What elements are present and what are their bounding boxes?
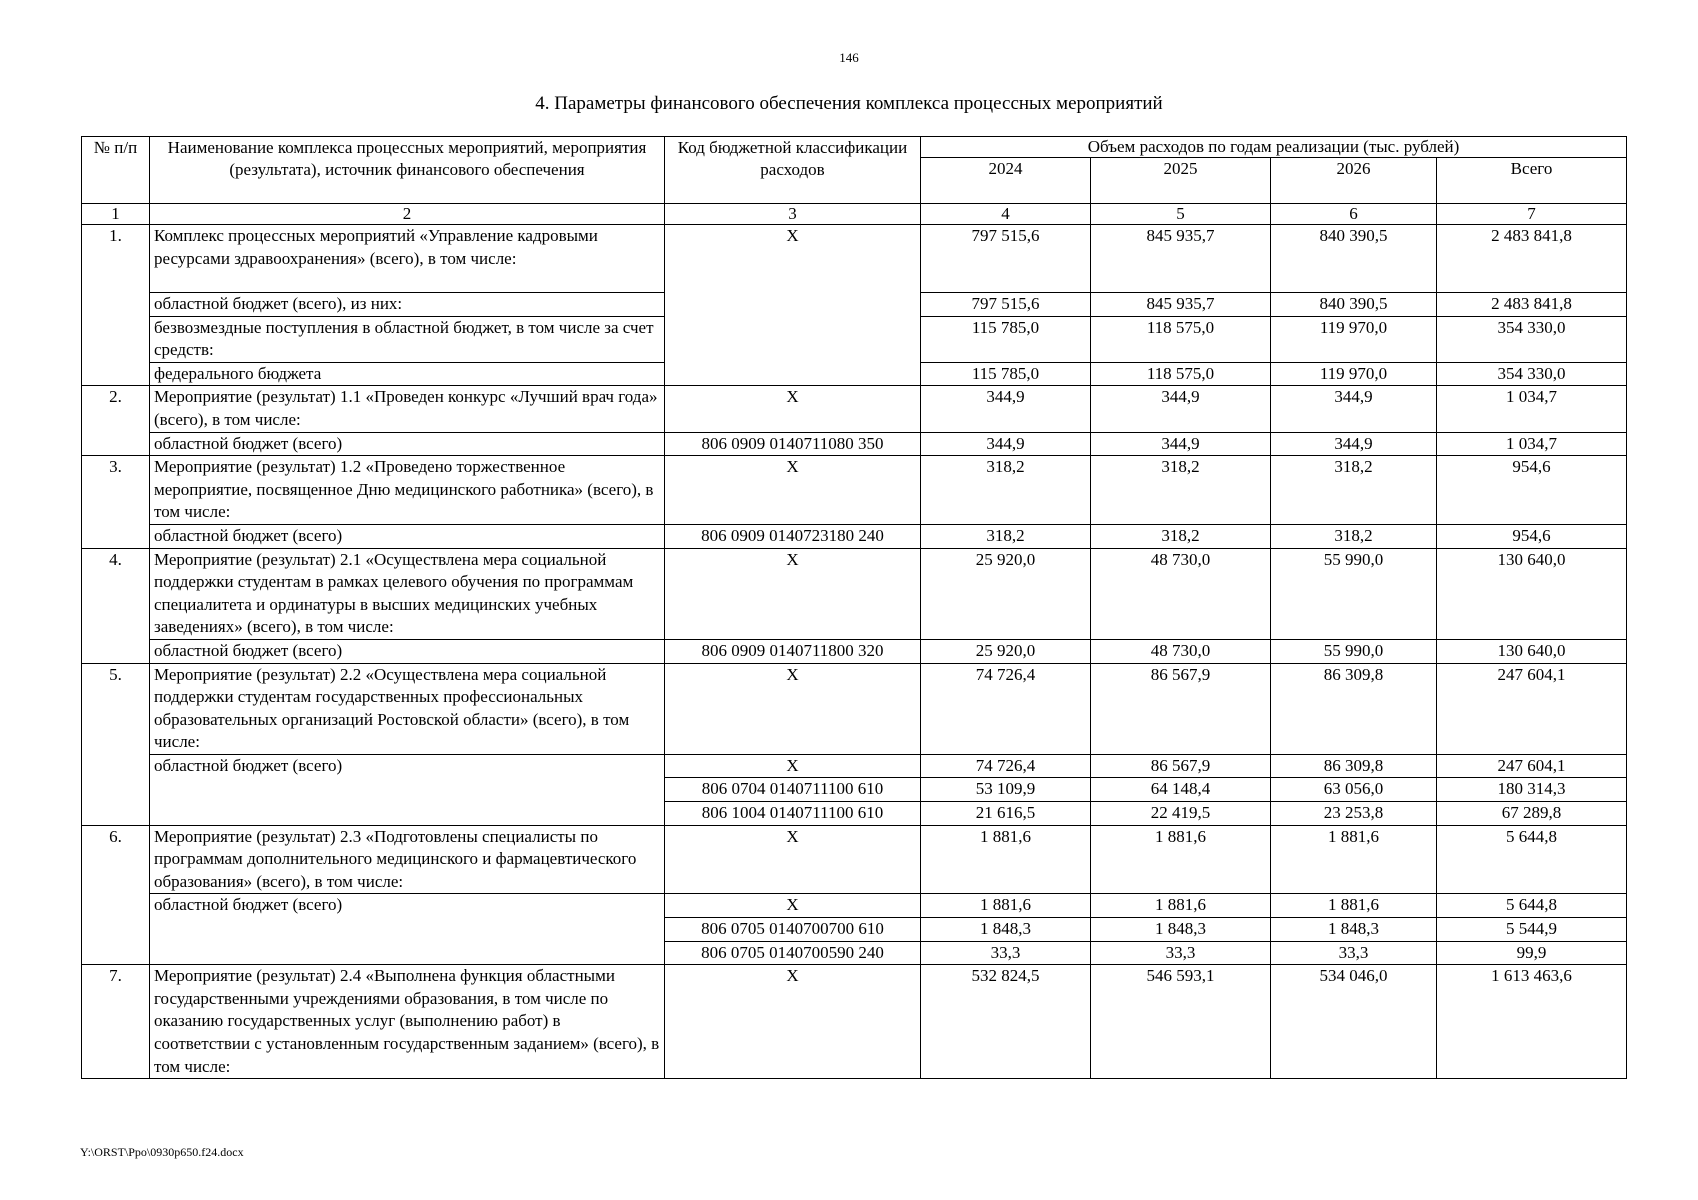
row-name: областной бюджет (всего) — [150, 894, 665, 965]
value-total: 2 483 841,8 — [1437, 293, 1627, 317]
col-number: 5 — [1091, 204, 1271, 225]
value-2026: 119 970,0 — [1271, 362, 1437, 386]
value-2024: 318,2 — [921, 456, 1091, 525]
row-code: X — [665, 456, 921, 525]
value-2026: 318,2 — [1271, 456, 1437, 525]
row-code: 806 0705 0140700590 240 — [665, 941, 921, 965]
table-row — [82, 386, 1627, 432]
row-name: Мероприятие (результат) 2.2 «Осуществлена мера социальной поддержки студентам государственных профессиональных образовательных организаций Ростовской области» (всего), в том числе: — [150, 663, 665, 754]
document-title: 4. Параметры финансового обеспечения комплекса процессных мероприятий — [535, 93, 1163, 114]
row-number: 5. — [82, 663, 150, 825]
row-code: X — [665, 965, 921, 1079]
row-code: X — [665, 754, 921, 778]
value-2026: 534 046,0 — [1271, 965, 1437, 1079]
value-total: 99,9 — [1437, 941, 1627, 965]
value-2024: 74 726,4 — [921, 754, 1091, 778]
row-name: Комплекс процессных мероприятий «Управление кадровыми ресурсами здравоохранения» (всего), в том числе: — [150, 225, 665, 293]
table-row — [82, 825, 1627, 894]
value-2024: 318,2 — [921, 524, 1091, 548]
financing-table — [81, 136, 1627, 1079]
value-2026: 1 881,6 — [1271, 825, 1437, 894]
value-2024: 532 824,5 — [921, 965, 1091, 1079]
header-year-2026: 2026 — [1271, 158, 1437, 204]
row-code: X — [665, 548, 921, 639]
value-total: 5 644,8 — [1437, 825, 1627, 894]
value-2024: 1 881,6 — [921, 825, 1091, 894]
value-2025: 546 593,1 — [1091, 965, 1271, 1079]
row-name: Мероприятие (результат) 2.1 «Осуществлена мера социальной поддержки студентам в рамках целевого обучения по программам специалитета и ординатуры в высших медицинских учебных заведениях» (всего), в том числе: — [150, 548, 665, 639]
col-number: 3 — [665, 204, 921, 225]
column-numbers-row — [82, 204, 1627, 225]
value-total: 5 544,9 — [1437, 918, 1627, 942]
value-2025: 845 935,7 — [1091, 225, 1271, 293]
row-code: 806 1004 0140711100 610 — [665, 802, 921, 826]
row-name: Мероприятие (результат) 1.2 «Проведено торжественное мероприятие, посвященное Дню медицинского работника» (всего), в том числе: — [150, 456, 665, 525]
value-2025: 86 567,9 — [1091, 754, 1271, 778]
table-row — [82, 524, 1627, 548]
value-2024: 33,3 — [921, 941, 1091, 965]
table-row — [82, 754, 1627, 778]
table-row — [82, 894, 1627, 918]
col-number: 4 — [921, 204, 1091, 225]
value-2025: 33,3 — [1091, 941, 1271, 965]
value-2025: 48 730,0 — [1091, 639, 1271, 663]
table-header — [82, 137, 1627, 204]
value-2024: 21 616,5 — [921, 802, 1091, 826]
value-2025: 64 148,4 — [1091, 778, 1271, 802]
value-total: 1 034,7 — [1437, 386, 1627, 432]
row-code: X — [665, 825, 921, 894]
col-number: 7 — [1437, 204, 1627, 225]
value-2026: 23 253,8 — [1271, 802, 1437, 826]
row-number: 1. — [82, 225, 150, 386]
value-2025: 1 881,6 — [1091, 894, 1271, 918]
value-total: 67 289,8 — [1437, 802, 1627, 826]
value-2026: 63 056,0 — [1271, 778, 1437, 802]
value-2025: 1 881,6 — [1091, 825, 1271, 894]
value-2024: 344,9 — [921, 386, 1091, 432]
value-2026: 86 309,8 — [1271, 663, 1437, 754]
row-name: федерального бюджета — [150, 362, 665, 386]
row-code: X — [665, 894, 921, 918]
row-number: 7. — [82, 965, 150, 1079]
value-2024: 115 785,0 — [921, 316, 1091, 362]
page-number: 146 — [839, 50, 859, 65]
value-total: 2 483 841,8 — [1437, 225, 1627, 293]
table-row — [82, 965, 1627, 1079]
table-row — [82, 456, 1627, 525]
value-2024: 74 726,4 — [921, 663, 1091, 754]
value-2026: 1 881,6 — [1271, 894, 1437, 918]
row-name: Мероприятие (результат) 2.4 «Выполнена функция областными государственными учреждениями образования, в том числе по оказанию государственных услуг (выполнению работ) в соответствии с установленным государственным заданием» (всего), в том числе: — [150, 965, 665, 1079]
row-name: областной бюджет (всего) — [150, 754, 665, 825]
value-total: 247 604,1 — [1437, 663, 1627, 754]
table-row — [82, 432, 1627, 456]
value-total: 354 330,0 — [1437, 362, 1627, 386]
value-2026: 55 990,0 — [1271, 548, 1437, 639]
col-number: 2 — [150, 204, 665, 225]
row-code: 806 0909 0140711800 320 — [665, 639, 921, 663]
value-total: 354 330,0 — [1437, 316, 1627, 362]
row-number: 3. — [82, 456, 150, 548]
header-name: Наименование комплекса процессных мероприятий, мероприятия (результата), источник финансового обеспечения — [150, 137, 665, 204]
row-code: X — [665, 225, 921, 386]
row-number: 4. — [82, 548, 150, 663]
header-code: Код бюджетной классификации расходов — [665, 137, 921, 204]
header-year-2025: 2025 — [1091, 158, 1271, 204]
row-code: X — [665, 663, 921, 754]
row-name: областной бюджет (всего) — [150, 639, 665, 663]
value-total: 5 644,8 — [1437, 894, 1627, 918]
value-2025: 318,2 — [1091, 524, 1271, 548]
value-2025: 344,9 — [1091, 432, 1271, 456]
row-name: областной бюджет (всего), из них: — [150, 293, 665, 317]
value-2025: 344,9 — [1091, 386, 1271, 432]
value-2024: 53 109,9 — [921, 778, 1091, 802]
value-total: 954,6 — [1437, 524, 1627, 548]
row-code: 806 0704 0140711100 610 — [665, 778, 921, 802]
value-2026: 55 990,0 — [1271, 639, 1437, 663]
row-name: безвозмездные поступления в областной бюджет, в том числе за счет средств: — [150, 316, 665, 362]
value-2025: 118 575,0 — [1091, 316, 1271, 362]
row-code: 806 0705 0140700700 610 — [665, 918, 921, 942]
value-2025: 22 419,5 — [1091, 802, 1271, 826]
col-number: 1 — [82, 204, 150, 225]
value-2024: 344,9 — [921, 432, 1091, 456]
value-2024: 1 848,3 — [921, 918, 1091, 942]
value-2024: 1 881,6 — [921, 894, 1091, 918]
value-2025: 845 935,7 — [1091, 293, 1271, 317]
row-name: Мероприятие (результат) 2.3 «Подготовлены специалисты по программам дополнительного медицинского и фармацевтического образования» (всего), в том числе: — [150, 825, 665, 894]
value-total: 1 034,7 — [1437, 432, 1627, 456]
value-2026: 86 309,8 — [1271, 754, 1437, 778]
row-name: Мероприятие (результат) 1.1 «Проведен конкурс «Лучший врач года» (всего), в том числе: — [150, 386, 665, 432]
row-code: 806 0909 0140723180 240 — [665, 524, 921, 548]
header-total: Всего — [1437, 158, 1627, 204]
value-2024: 25 920,0 — [921, 548, 1091, 639]
row-code: 806 0909 0140711080 350 — [665, 432, 921, 456]
header-num: № п/п — [82, 137, 150, 204]
file-path-footer: Y:\ORST\Ppo\0930p650.f24.docx — [80, 1145, 244, 1159]
value-total: 954,6 — [1437, 456, 1627, 525]
row-number: 6. — [82, 825, 150, 965]
value-total: 247 604,1 — [1437, 754, 1627, 778]
col-number: 6 — [1271, 204, 1437, 225]
row-name: областной бюджет (всего) — [150, 432, 665, 456]
row-name: областной бюджет (всего) — [150, 524, 665, 548]
row-number: 2. — [82, 386, 150, 456]
table-row — [82, 548, 1627, 639]
value-2025: 318,2 — [1091, 456, 1271, 525]
value-2026: 344,9 — [1271, 386, 1437, 432]
value-2025: 86 567,9 — [1091, 663, 1271, 754]
header-year-2024: 2024 — [921, 158, 1091, 204]
value-total: 130 640,0 — [1437, 639, 1627, 663]
value-total: 130 640,0 — [1437, 548, 1627, 639]
value-2026: 33,3 — [1271, 941, 1437, 965]
value-2026: 1 848,3 — [1271, 918, 1437, 942]
value-2025: 118 575,0 — [1091, 362, 1271, 386]
value-2024: 115 785,0 — [921, 362, 1091, 386]
value-2026: 840 390,5 — [1271, 225, 1437, 293]
value-2025: 48 730,0 — [1091, 548, 1271, 639]
table-row — [82, 225, 1627, 293]
table-row — [82, 663, 1627, 754]
table-row — [82, 639, 1627, 663]
value-2024: 797 515,6 — [921, 225, 1091, 293]
value-2024: 25 920,0 — [921, 639, 1091, 663]
row-code: X — [665, 386, 921, 432]
value-2026: 344,9 — [1271, 432, 1437, 456]
value-2026: 840 390,5 — [1271, 293, 1437, 317]
value-total: 180 314,3 — [1437, 778, 1627, 802]
value-2024: 797 515,6 — [921, 293, 1091, 317]
value-2025: 1 848,3 — [1091, 918, 1271, 942]
value-total: 1 613 463,6 — [1437, 965, 1627, 1079]
header-volume: Объем расходов по годам реализации (тыс. рублей) — [921, 137, 1627, 158]
value-2026: 318,2 — [1271, 524, 1437, 548]
value-2026: 119 970,0 — [1271, 316, 1437, 362]
header-row — [82, 137, 1627, 158]
